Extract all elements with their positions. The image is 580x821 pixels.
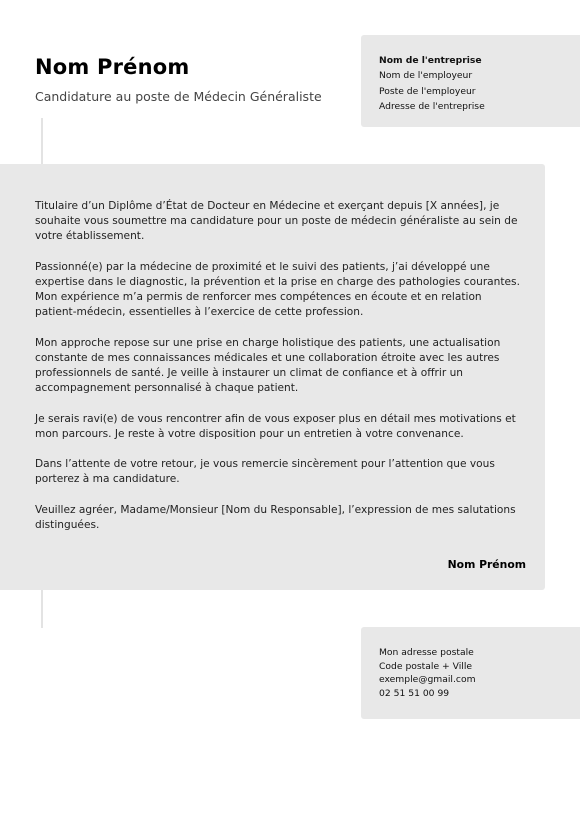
- phone-number: 02 51 51 00 99: [379, 688, 450, 700]
- email-address: exemple@gmail.com: [379, 674, 476, 686]
- contact-info-box: [361, 627, 580, 719]
- letter-paragraph: Mon approche repose sur une prise en charge holistique des patients, une actualisation constante de mes connaissances médicales et une collaboration étroite avec les autres professionnels de santé. Je veille à instaurer un climat de confiance et à offrir un accompagnement personnalisé à chaque patient.: [35, 336, 501, 394]
- company-info-box: [361, 35, 580, 127]
- postal-address: Mon adresse postale: [379, 647, 474, 658]
- employer-role: Poste de l'employeur: [379, 85, 476, 97]
- company-address: Adresse de l'entreprise: [379, 100, 485, 112]
- letter-paragraph: Passionné(e) par la médecine de proximité et le suivi des patients, j’ai développé une expertise dans le diagnostic, la prévention et la prise en charge des pathologies courantes. Mon expérience m’a permis de renforcer mes compétences en écoute et en relation patient-médecin, essentielles à l’exercice de cette profession.: [35, 260, 520, 319]
- decorative-divider-bottom: [41, 590, 43, 628]
- company-name: Nom de l'entreprise: [379, 55, 482, 66]
- applicant-name: Nom Prénom: [35, 55, 190, 79]
- application-subtitle: Candidature au poste de Médecin Généraliste: [35, 89, 322, 104]
- letter-paragraph: Veuillez agréer, Madame/Monsieur [Nom du Responsable], l’expression de mes salutations distinguées.: [35, 503, 516, 531]
- letter-paragraph: Je serais ravi(e) de vous rencontrer afin de vous exposer plus en détail mes motivations et mon parcours. Je reste à votre disposition pour un entretien à votre convenance.: [35, 412, 516, 440]
- letter-body: [0, 164, 545, 590]
- postal-code-city: Code postale + Ville: [379, 660, 473, 672]
- letter-paragraph: Titulaire d’un Diplôme d’État de Docteur en Médecine et exerçant depuis [X années], je souhaite vous soumettre ma candidature pour un poste de médecin généraliste au sein de votre établissement.: [35, 200, 518, 243]
- decorative-divider-top: [41, 118, 43, 164]
- employer-name: Nom de l'employeur: [379, 70, 473, 82]
- signature: Nom Prénom: [447, 558, 526, 571]
- letter-paragraph: Dans l’attente de votre retour, je vous remercie sincèrement pour l’attention que vous porterez à ma candidature.: [35, 458, 495, 486]
